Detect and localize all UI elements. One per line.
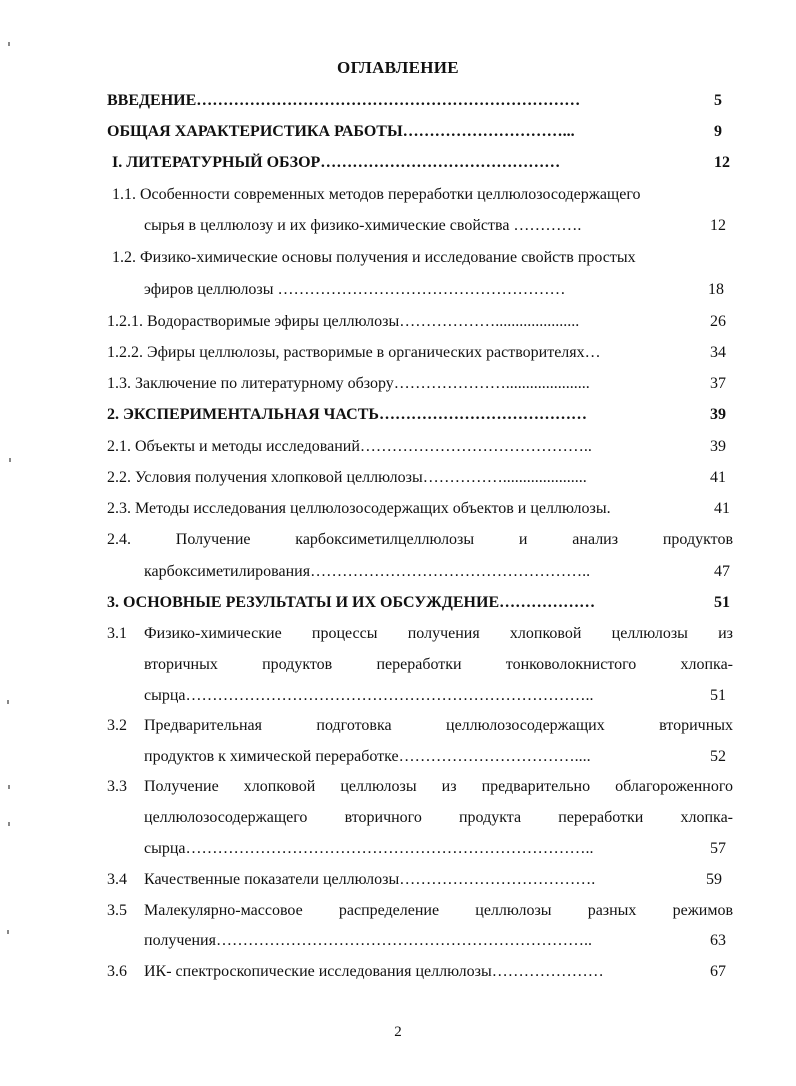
toc-entry-text-line1: 1.2. Физико-химические основы получения и исследование свойств простых [112, 249, 636, 266]
toc-page-number: 63 [710, 932, 726, 949]
toc-entry-text-line1: Получение хлопковой целлюлозы из предварительно облагороженного [144, 778, 733, 795]
toc-entry-text-line2: карбоксиметилирования…………………………………………….. [144, 563, 591, 580]
toc-entry-text: 3. ОСНОВНЫЕ РЕЗУЛЬТАТЫ И ИХ ОБСУЖДЕНИЕ……………… [107, 594, 596, 611]
toc-entry-number: 3.3 [107, 778, 127, 795]
toc-entry-text-line2: продуктов к химической переработке…………………………….... [144, 748, 591, 765]
toc-page-number: 12 [714, 154, 730, 171]
toc-page-number: 41 [710, 469, 726, 486]
toc-entry-number: 3.5 [107, 902, 127, 919]
toc-entry-text: 2.2. Условия получения хлопковой целлюлозы……………..................... [107, 469, 587, 486]
toc-entry-text-line2: сырья в целлюлозу и их физико-химические свойства …………. [144, 217, 582, 234]
toc-entry-text-line1: Предварительная подготовка целлюлозосодержащих вторичных [144, 717, 733, 734]
toc-entry-text: Качественные показатели целлюлозы………………………………. [144, 871, 596, 888]
toc-page-number: 12 [710, 217, 726, 234]
page-number-footer: 2 [394, 1024, 402, 1040]
toc-entry-text: 2.3. Методы исследования целлюлозосодержащих объектов и целлюлозы. [107, 500, 611, 517]
scan-speck [9, 458, 11, 462]
toc-page-number: 9 [714, 123, 722, 140]
toc-entry-number: 3.4 [107, 871, 127, 888]
toc-entry-text: ОБЩАЯ ХАРАКТЕРИСТИКА РАБОТЫ…………………………... [107, 123, 575, 140]
toc-entry-text: 2. ЭКСПЕРИМЕНТАЛЬНАЯ ЧАСТЬ………………………………… [107, 406, 587, 423]
toc-entry-text: 1.3. Заключение по литературному обзору…………………..................... [107, 375, 590, 392]
toc-entry-text-line3: сырца………………………………………………………………….. [144, 687, 594, 704]
toc-entry-text: 2.1. Объекты и методы исследований…………………………………….. [107, 438, 592, 455]
toc-entry-number: 3.6 [107, 963, 127, 980]
toc-page-number: 37 [710, 375, 726, 392]
toc-page-number: 59 [706, 871, 722, 888]
toc-page-number: 18 [708, 281, 724, 298]
toc-entry-text-line1: Физико-химические процессы получения хлопковой целлюлозы из [144, 625, 733, 642]
toc-page-number: 26 [710, 313, 726, 330]
toc-page-number: 39 [710, 406, 726, 423]
toc-entry-text: 1.2.1. Водорастворимые эфиры целлюлозы………………..................... [107, 313, 580, 330]
toc-entry-text: ВВЕДЕНИЕ……………………………………………………………… [107, 92, 581, 109]
toc-entry-text: 1.2.2. Эфиры целлюлозы, растворимые в органических растворителях… [107, 344, 601, 361]
toc-entry-text-line3: сырца………………………………………………………………….. [144, 840, 594, 857]
toc-entry-text: ИК- спектроскопические исследования целлюлозы………………… [144, 963, 604, 980]
toc-entry-text-line1: 2.4. Получение карбоксиметилцеллюлозы и анализ продуктов [107, 531, 733, 548]
toc-entry-text-line1: Малекулярно-массовое распределение целлюлозы разных режимов [144, 902, 733, 919]
toc-page-number: 5 [714, 92, 722, 109]
toc-entry-number: 3.2 [107, 717, 127, 734]
toc-page-number: 41 [714, 500, 730, 517]
toc-entry-text-line1: 1.1. Особенности современных методов переработки целлюлозосодержащего [112, 186, 641, 203]
scan-speck [8, 785, 10, 789]
toc-entry-text-line2: получения…………………………………………………………….. [144, 932, 592, 949]
toc-page-number: 39 [710, 438, 726, 455]
toc-entry-text-line2: вторичных продуктов переработки тонковолокнистого хлопка- [144, 656, 733, 673]
toc-entry-number: 3.1 [107, 625, 127, 642]
toc-entry-text-line2: эфиров целлюлозы ……………………………………………… [144, 281, 566, 298]
toc-page-number: 51 [710, 687, 726, 704]
scan-speck [8, 822, 10, 826]
toc-page-number: 51 [714, 594, 730, 611]
toc-page-number: 52 [710, 748, 726, 765]
toc-page-number: 34 [710, 344, 726, 361]
toc-page-number: 67 [710, 963, 726, 980]
toc-page-number: 57 [710, 840, 726, 857]
toc-entry-text: I. ЛИТЕРАТУРНЫЙ ОБЗОР……………………………………… [112, 154, 561, 171]
scan-speck [7, 930, 9, 934]
scan-speck [7, 700, 9, 704]
toc-title: ОГЛАВЛЕНИЕ [337, 58, 459, 77]
toc-entry-text-line2: целлюлозосодержащего вторичного продукта переработки хлопка- [144, 809, 733, 826]
toc-page-number: 47 [714, 563, 730, 580]
scan-speck [8, 42, 10, 46]
